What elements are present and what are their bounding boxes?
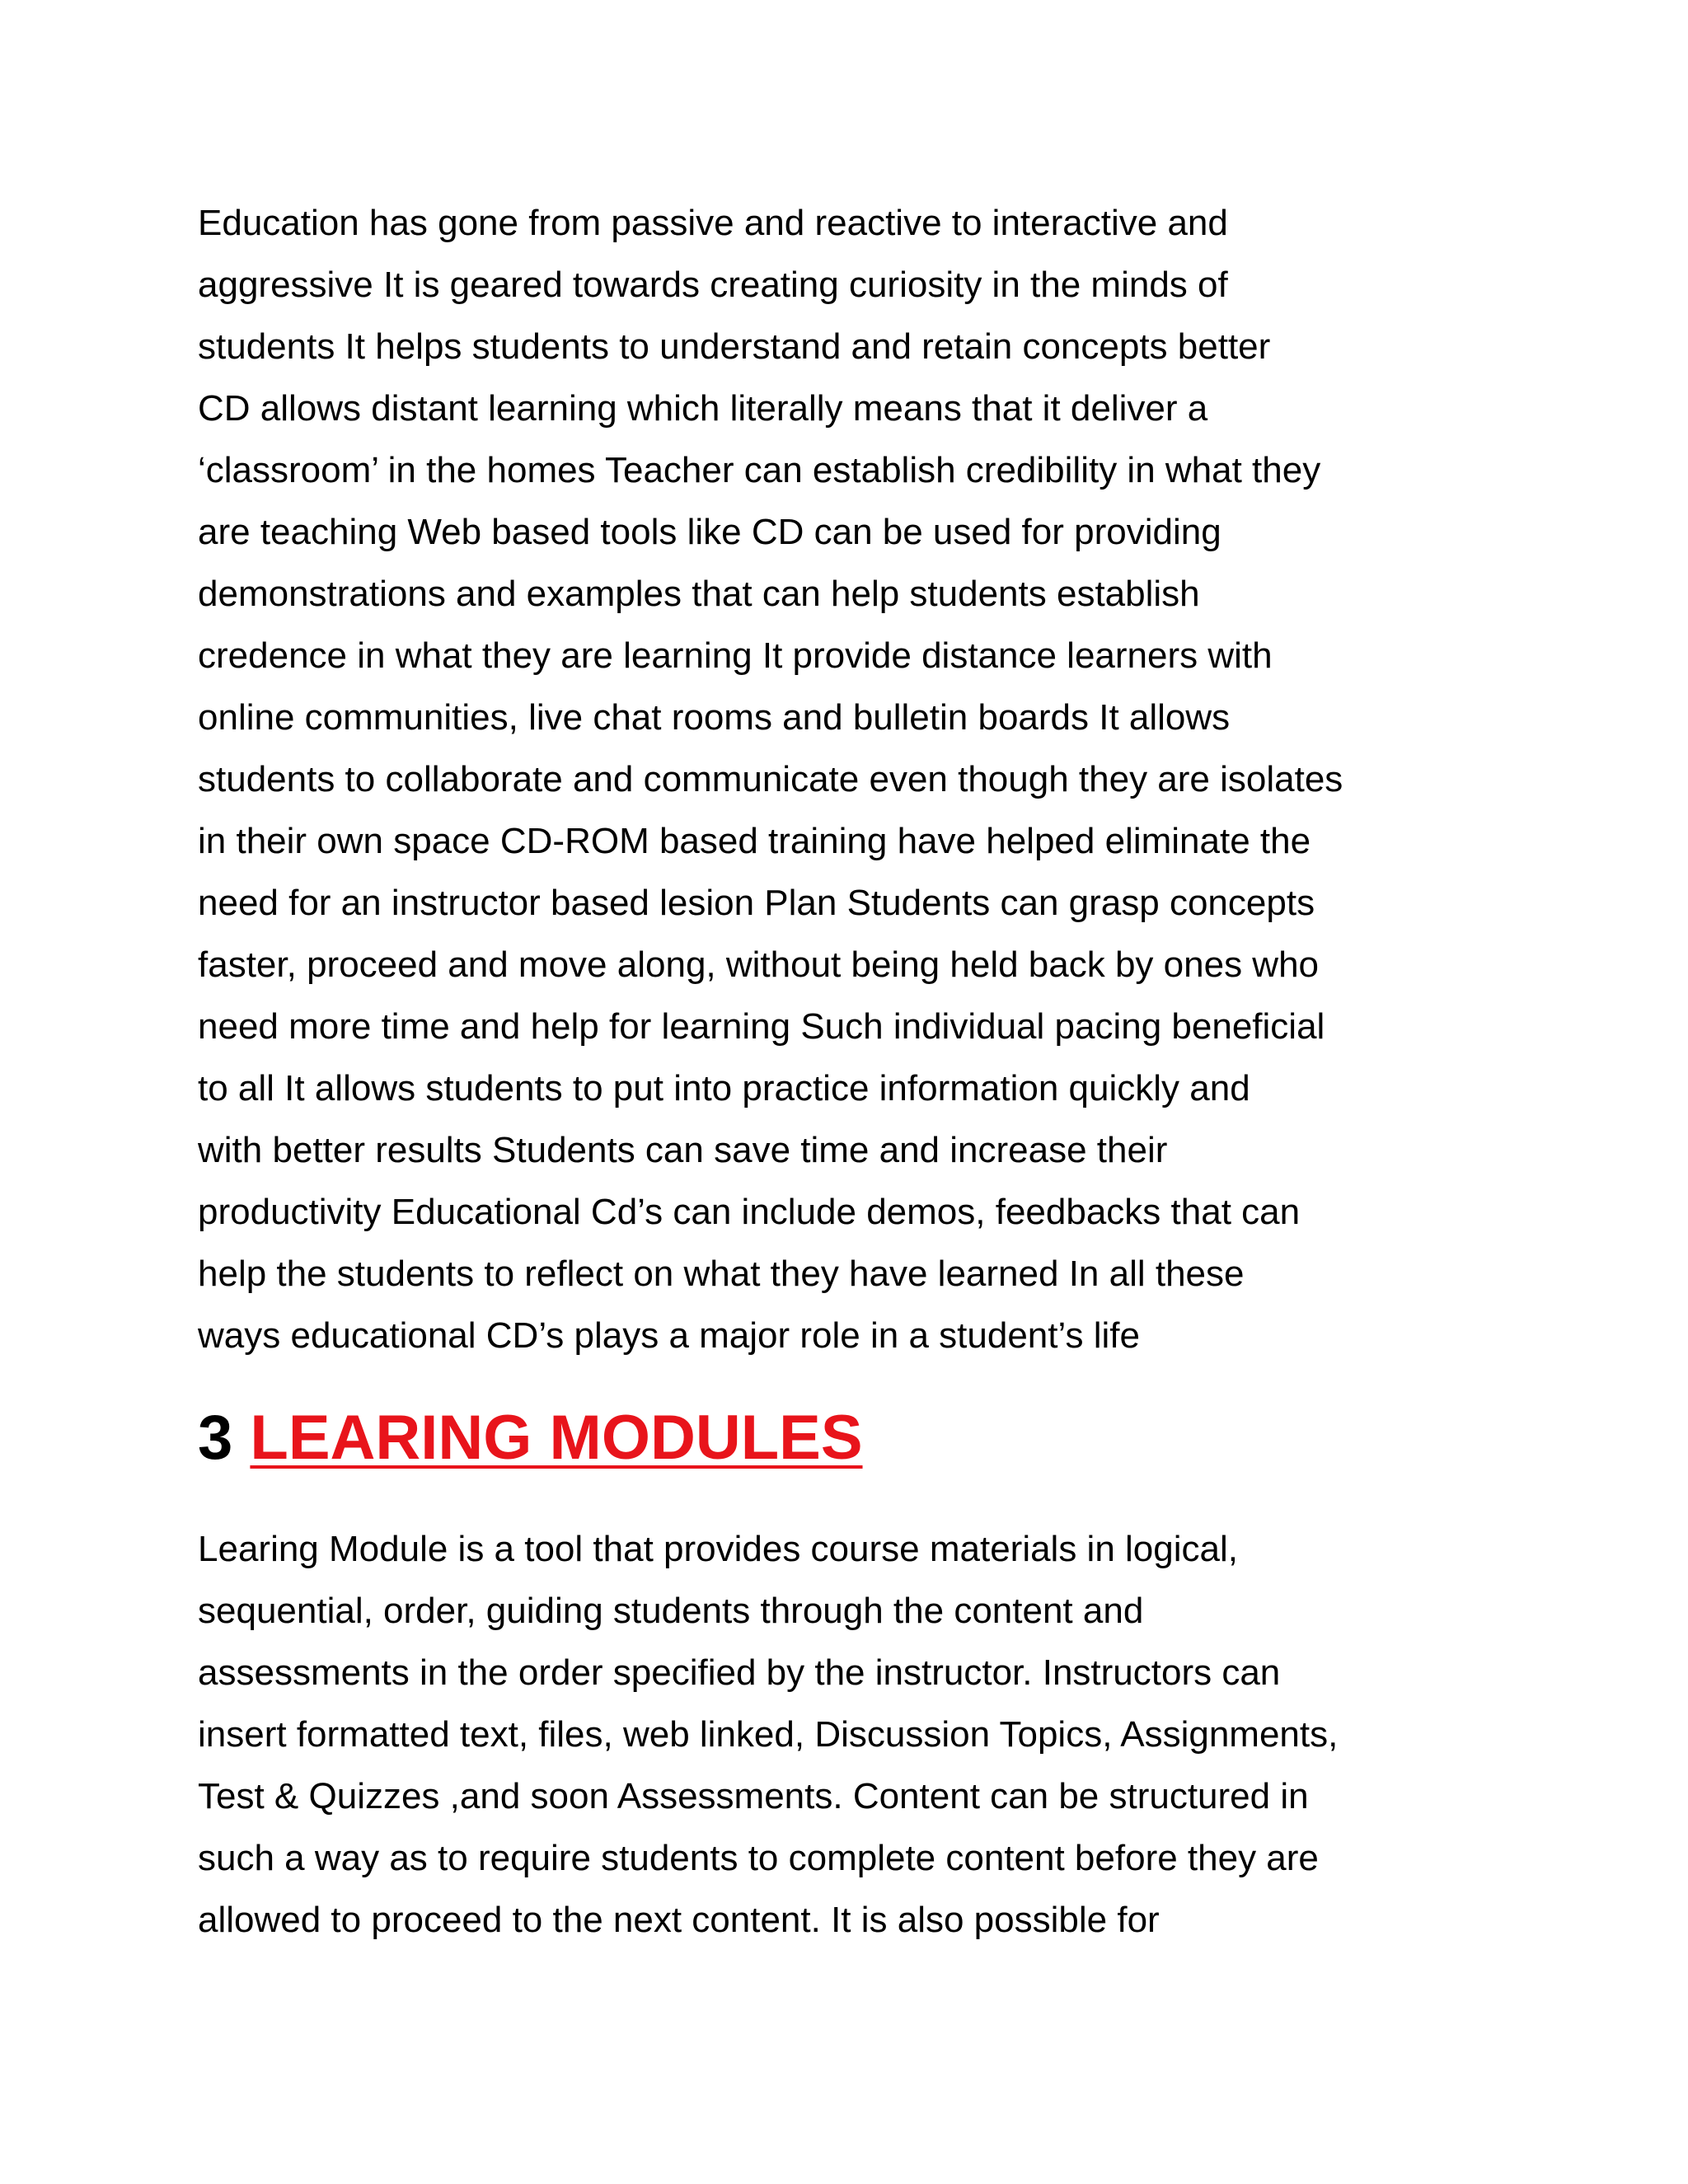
- text-line: students It helps students to understand and retain concepts better: [198, 326, 1271, 367]
- text-line: need for an instructor based lesion Plan Students can grasp concepts: [198, 883, 1315, 923]
- text-line: Education has gone from passive and reactive to interactive and: [198, 203, 1228, 243]
- section-number: 3: [198, 1403, 233, 1473]
- section-title: LEARING MODULES: [250, 1403, 863, 1473]
- text-line: such a way as to require students to complete content before they are: [198, 1838, 1319, 1878]
- section-heading: [198, 1393, 1533, 1483]
- text-line: online communities, live chat rooms and bulletin boards It allows: [198, 697, 1231, 738]
- text-line: credence in what they are learning It provide distance learners with: [198, 635, 1273, 676]
- text-line: in their own space CD-ROM based training have helped eliminate the: [198, 821, 1311, 861]
- text-line: to all It allows students to put into practice information quickly and: [198, 1068, 1250, 1108]
- text-line: help the students to reflect on what they have learned In all these: [198, 1254, 1245, 1294]
- text-line: insert formatted text, files, web linked, Discussion Topics, Assignments,: [198, 1714, 1339, 1755]
- text-line: need more time and help for learning Such individual pacing beneficial: [198, 1006, 1325, 1047]
- paragraph-learning-modules: [198, 1518, 1533, 1951]
- text-line: ways educational CD’s plays a major role in a student’s life: [198, 1315, 1140, 1356]
- text-line: allowed to proceed to the next content. It is also possible for: [198, 1900, 1160, 1940]
- paragraph-education-cds: [198, 192, 1533, 1366]
- text-line: ‘classroom’ in the homes Teacher can establish credibility in what they: [198, 450, 1321, 490]
- text-line: are teaching Web based tools like CD can be used for providing: [198, 512, 1221, 552]
- text-line: with better results Students can save time and increase their: [198, 1130, 1168, 1170]
- text-line: productivity Educational Cd’s can include demos, feedbacks that can: [198, 1192, 1301, 1232]
- text-line: students to collaborate and communicate even though they are isolates: [198, 759, 1343, 799]
- text-line: CD allows distant learning which literally means that it deliver a: [198, 388, 1208, 429]
- text-line: Learing Module is a tool that provides course materials in logical,: [198, 1529, 1238, 1569]
- text-line: demonstrations and examples that can help students establish: [198, 574, 1200, 614]
- text-line: assessments in the order specified by the instructor. Instructors can: [198, 1652, 1281, 1693]
- text-line: aggressive It is geared towards creating curiosity in the minds of: [198, 265, 1228, 305]
- text-line: faster, proceed and move along, without being held back by ones who: [198, 944, 1320, 985]
- text-line: Test & Quizzes ,and soon Assessments. Content can be structured in: [198, 1776, 1309, 1816]
- text-line: sequential, order, guiding students through the content and: [198, 1591, 1144, 1631]
